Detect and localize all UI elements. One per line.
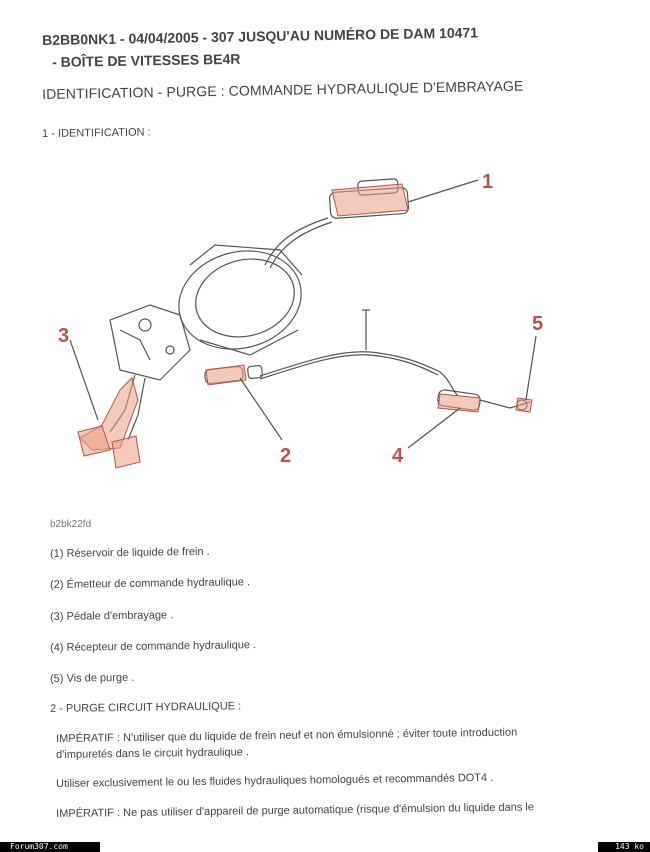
section-purge-heading: 2 - PURGE CIRCUIT HYDRAULIQUE : xyxy=(50,700,242,715)
legend-item-2: (2) Émetteur de commande hydraulique . xyxy=(50,576,251,591)
legend-item-4: (4) Récepteur de commande hydraulique . xyxy=(50,639,257,654)
callout-2: 2 xyxy=(280,445,292,467)
emitter-highlight xyxy=(206,365,246,385)
footer-file-size: 143 ko xyxy=(598,842,650,852)
reservoir-highlight xyxy=(332,184,408,216)
imperatif-1-line-2: d'impuretés dans le circuit hydraulique . xyxy=(56,746,250,761)
pedal-bracket-outline xyxy=(110,305,190,380)
bleed-screw-highlight xyxy=(516,398,532,412)
callout-4: 4 xyxy=(392,445,404,467)
dot4-fluid-note: Utiliser exclusivement le ou les fluides hydrauliques homologués et recommandés DOT4 . xyxy=(56,771,494,790)
clutch-hydraulic-diagram xyxy=(40,150,610,510)
section-identification-heading: 1 - IDENTIFICATION : xyxy=(42,126,151,140)
legend-item-3: (3) Pédale d'embrayage . xyxy=(50,609,174,623)
imperatif-2: IMPÉRATIF : Ne pas utiliser d'appareil de purge automatique (risque d'émulsion du liquide dans le xyxy=(56,801,535,820)
callout-1: 1 xyxy=(482,171,494,193)
reservoir-feed-pipe xyxy=(265,218,328,265)
header-line-1: B2BB0NK1 - 04/04/2005 - 307 JUSQU'AU NUMÉRO DE DAM 10471 xyxy=(42,24,479,48)
hydraulic-line xyxy=(260,352,458,396)
leader-line-5 xyxy=(526,336,536,400)
leader-line-3 xyxy=(70,340,98,420)
leader-line-2 xyxy=(240,378,282,440)
callout-5: 5 xyxy=(532,313,544,335)
document-title: IDENTIFICATION - PURGE : COMMANDE HYDRAULIQUE D'EMBRAYAGE xyxy=(42,77,524,102)
imperatif-1-line-1: IMPÉRATIF : N'utiliser que du liquide de frein neuf et non émulsionné ; éviter toute introduction xyxy=(56,726,518,745)
brake-servo-outline xyxy=(168,238,313,363)
callout-3: 3 xyxy=(58,325,70,347)
leader-line-1 xyxy=(408,180,478,202)
legend-item-5: (5) Vis de purge . xyxy=(50,671,135,685)
diagram-reference: b2bk22fd xyxy=(50,519,92,530)
leader-line-4 xyxy=(408,408,460,448)
legend-item-1: (1) Réservoir de liquide de frein . xyxy=(50,545,210,560)
footer-site-label: Forum307.com xyxy=(0,842,100,852)
header-line-2: - BOÎTE DE VITESSES BE4R xyxy=(52,50,241,70)
